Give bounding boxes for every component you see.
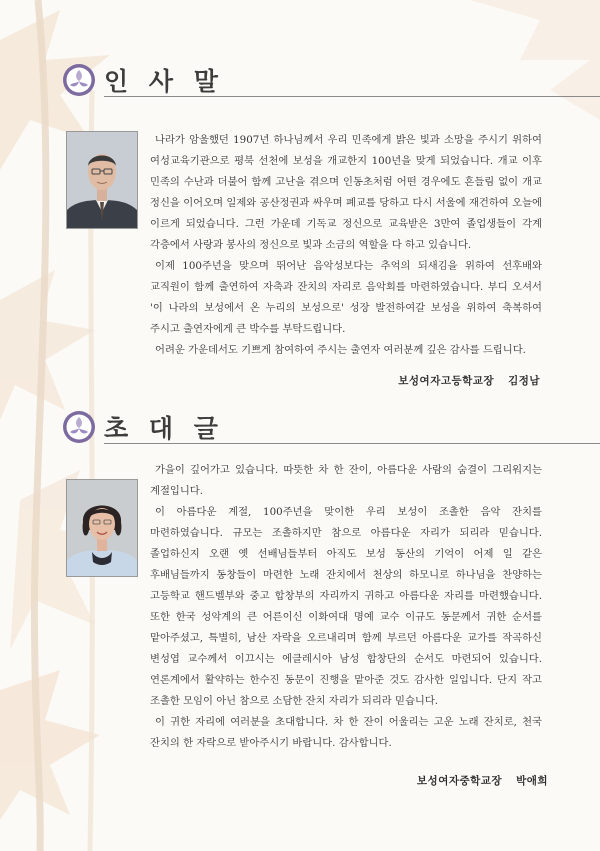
greeting-paragraph: 나라가 암울했던 1907년 하나님께서 우리 민족에게 밝은 빛과 소망을 주시기 위하여 여성교육기관으로 평북 선천에 보성을 개교한지 100년을 맞게 되었습니다. 개교 이후 민족의 수난과 더불어 함께 고난을 겪으며 인동초처럼 어떤 경우에도 흔들림 없이 개교 정신을 이어오며 일제와 공산정권과 싸우며 폐교를 당하고 다시 서울에 재건하여 오늘에 이르게 되었습니다. 그런 가운데 기독교 정신으로 교육받은 3만여 졸업생들이 각계 각층에서 사랑과 봉사의 정신으로 빛과 소금의 역할을 다 하고 있습니다.	[150, 134, 542, 251]
leaf-emblem-icon	[62, 63, 96, 97]
portrait-man-icon	[67, 132, 137, 228]
signature-name: 박애희	[516, 775, 548, 787]
section-divider	[104, 96, 600, 97]
section-divider	[104, 443, 600, 444]
invitation-signature	[417, 773, 548, 788]
greeting-body	[150, 130, 542, 361]
greeting-signature	[398, 373, 540, 388]
greeting-title: 인 사 말	[104, 67, 224, 96]
invitation-header	[62, 410, 224, 444]
invitation-body	[150, 460, 542, 754]
principal-photo-2	[66, 479, 138, 577]
signature-title: 보성여자중학교장	[416, 775, 503, 787]
invitation-title: 초 대 글	[104, 414, 224, 443]
greeting-paragraph: 이제 100주년을 맞으며 뛰어난 음악성보다는 추억의 되새김을 위하여 선후배와 교직원이 함께 출연하여 자축과 잔치의 자리로 음악회를 마련하였습니다. 부디 오셔서 '이 나라의 보성에서 온 누리의 보성으로' 성장 발전하여갈 보성을 위하여 축복하여 주시고 출연자에게 큰 박수를 부탁드립니다.	[150, 260, 542, 335]
signature-title: 보성여자고등학교장	[398, 375, 495, 387]
greeting-header	[62, 63, 224, 97]
invitation-paragraph: 이 귀한 자리에 여러분을 초대합니다. 차 한 잔이 어울리는 고운 노래 잔치로, 천국 잔치의 한 자락으로 받아주시기 바랍니다. 감사합니다.	[150, 716, 542, 749]
invitation-paragraph: 이 아름다운 계절, 100주년을 맞이한 우리 보성이 조촐한 음악 잔치를 마련하였습니다. 규모는 조촐하지만 참으로 아름다운 자리가 되리라 믿습니다. 졸업하신지 오랜 옛 선배님들부터 아직도 보성 동산의 기억이 어제 일 같은 후배님들까지 동창들이 마련한 노래 잔치에서 천상의 하모니로 하나님을 찬양하는 고등학교 핸드벨부와 중고 합창부의 자리까지 귀하고 아름다운 자리를 마련했습니다. 또한 한국 성악계의 큰 어른이신 이화여대 명예 교수 이규도 동문께서 귀한 순서를 맡아주셨고, 특별히, 남산 자락을 오르내리며 함께 부르던 아름다운 교가를 작곡하신 변성엽 교수께서 이끄시는 에클레시아 남성 합창단의 순서도 마련되어 있습니다. 연론계에서 활약하는 한수진 동문이 진행을 맡아준 것도 감사한 일입니다. 단지 작고 조촐한 모임이 아닌 참으로 소담한 잔치 자리가 되리라 믿습니다.	[150, 506, 542, 707]
signature-name: 김정남	[508, 375, 540, 387]
portrait-woman-icon	[67, 480, 137, 576]
principal-photo-1	[66, 131, 138, 229]
invitation-paragraph: 가을이 깊어가고 있습니다. 따뜻한 차 한 잔이, 아름다운 사람의 숨결이 그리워지는 계절입니다.	[150, 464, 542, 497]
greeting-paragraph: 어려운 가운데서도 기쁘게 참여하여 주시는 출연자 여러분께 깊은 감사를 드립니다.	[155, 344, 526, 356]
leaf-emblem-icon	[62, 410, 96, 444]
